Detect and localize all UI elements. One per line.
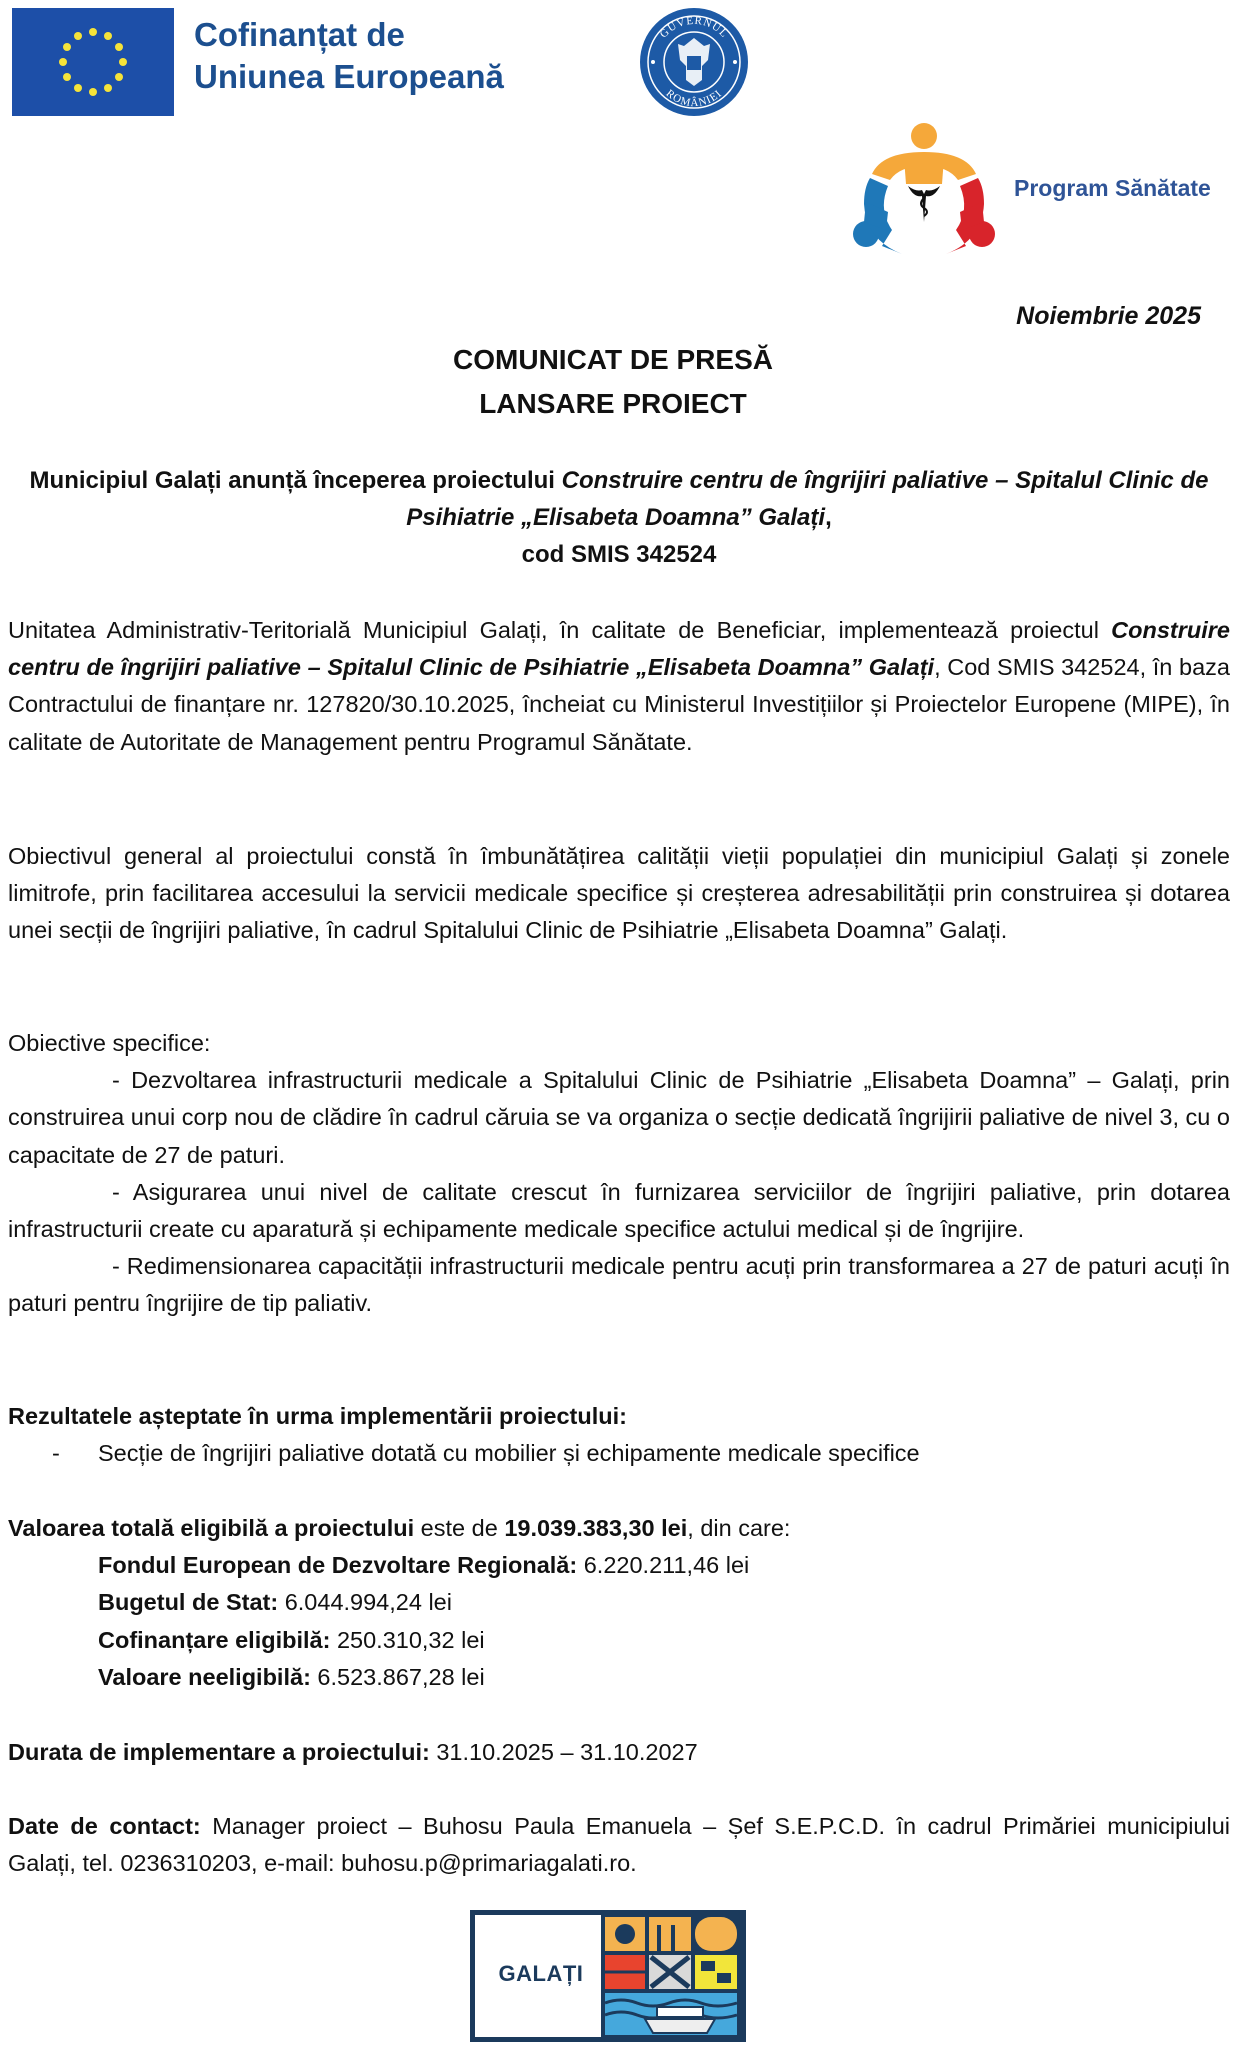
contact-label: Date de contact:	[8, 1813, 201, 1839]
people-circle-caduceus-icon	[852, 122, 1000, 260]
specific-objective-item: - Redimensionarea capacității infrastructurii medicale pentru acuți prin transformarea a 27 de paturi acuți în paturi pentru îngrijire de tip paliativ.	[8, 1253, 1230, 1317]
expected-results-item: - Secție de îngrijiri paliative dotată cu mobilier și echipamente medicale specifice	[52, 1435, 920, 1472]
eu-flag-logo	[12, 8, 174, 116]
page-title	[0, 338, 1226, 426]
implementation-duration	[8, 1734, 1230, 1771]
funding-row-fedr: Fondul European de Dezvoltare Regională: 6.220.211,46 lei	[98, 1552, 750, 1578]
specific-objective-item: - Dezvoltarea infrastructurii medicale a Spitalului Clinic de Psihiatrie „Elisabeta Doamna” – Galați, prin construirea unui corp nou de clădire în cadrul căruia se va organiza o secție dedicată îngrijirii paliative de nivel 3, cu o capacitate de 27 de paturi.	[8, 1067, 1230, 1168]
specific-objectives-section	[8, 1025, 1230, 1323]
funding-row-state-budget: Bugetul de Stat: 6.044.994,24 lei	[98, 1589, 452, 1616]
duration-label: Durata de implementare a proiectului:	[8, 1739, 430, 1765]
intro-text-part1: Unitatea Administrativ-Teritorială Municipiul Galați, în calitate de Beneficiar, implementează proiectul	[8, 617, 1112, 643]
title-project-launch: LANSARE PROIECT	[479, 388, 747, 419]
duration-value: 31.10.2025 – 31.10.2027	[429, 1739, 698, 1765]
funding-row-ineligible: Valoare neeligibilă: 6.523.867,28 lei	[98, 1663, 485, 1690]
eu-stars-icon	[12, 8, 174, 116]
contact-value: Manager proiect – Buhosu Paula Emanuela – Șef S.E.P.C.D. în cadrul Primăriei municipiului Galați, tel. 0236310203, e-mail: buhosu.p@primariagalati.ro.	[8, 1813, 1230, 1877]
intro-paragraph	[8, 612, 1230, 761]
specific-objectives-heading: Obiective specifice:	[8, 1030, 211, 1056]
contact-details	[8, 1808, 1230, 1882]
total-value-line: Valoarea totală eligibilă a proiectului este de 19.039.383,30 lei, din care:	[8, 1515, 791, 1541]
headline-prefix: Municipiul Galați anunță începerea proiectului	[29, 467, 562, 494]
funding-row-cofinancing: Cofinanțare eligibilă: 250.310,32 lei	[98, 1626, 485, 1653]
document-date: Noiembrie 2025	[1016, 302, 1201, 330]
galati-logo-text: GALAȚI	[498, 1961, 584, 1986]
total-value-label: Valoarea totală eligibilă a proiectului	[8, 1515, 415, 1541]
svg-text:GUVERNUL: GUVERNUL	[657, 14, 731, 41]
eu-cofinancing-text: Cofinanțat de Uniunea Europeană	[194, 16, 504, 95]
general-objective-paragraph: Obiectivul general al proiectului constă în îmbunătățirea calității vieții populației din municipiul Galați și zonele limitrofe, prin facilitarea accesului la servicii medicale specifice și creșterea adresabilității prin construirea și dotarea unei secții de îngrijiri paliative, în cadrul Spitalului Clinic de Psihiatrie „Elisabeta Doamna” Galați.	[8, 843, 1230, 944]
intro-project-name: Construire centru de îngrijiri paliative – Spitalul Clinic de Psihiatrie „Elisabeta Doamna” Galați	[8, 617, 1230, 681]
romanian-government-seal	[638, 6, 750, 118]
expected-results-heading: Rezultatele așteptate în urma implementării proiectului:	[8, 1403, 627, 1429]
headline-suffix: ,	[825, 504, 832, 531]
coat-of-arms-icon	[638, 6, 750, 118]
bullet-dash: -	[52, 1440, 60, 1466]
intro-text-part2: , Cod SMIS 342524, în baza Contractului de finanțare nr. 127820/30.10.2025, încheiat cu Ministerul Investițiilor și Proiectelor Europene (MIPE), în calitate de Autoritate de Management pentru Programul Sănătate.	[8, 654, 1230, 755]
svg-text:ROMÂNIEI: ROMÂNIEI	[663, 87, 725, 110]
headline-project-name: Construire centru de îngrijiri paliative – Spitalul Clinic de Psihiatrie „Elisabeta Doamna” Galați	[406, 467, 1209, 531]
headline-smis-code: cod SMIS 342524	[521, 541, 717, 568]
total-value-amount: 19.039.383,30 lei	[504, 1515, 688, 1541]
program-sanatate-text: Program Sănătate	[1014, 175, 1211, 201]
headline	[10, 462, 1228, 573]
specific-objective-item: - Asigurarea unui nivel de calitate crescut în furnizarea serviciilor de îngrijiri paliative, prin dotarea infrastructurii create cu aparatură și echipamente medicale specifice actului medical și de îngrijire.	[8, 1178, 1230, 1243]
program-sanatate-logo	[852, 122, 1000, 260]
title-press-release: COMUNICAT DE PRESĂ	[453, 344, 773, 375]
funding-breakdown	[98, 1547, 749, 1696]
